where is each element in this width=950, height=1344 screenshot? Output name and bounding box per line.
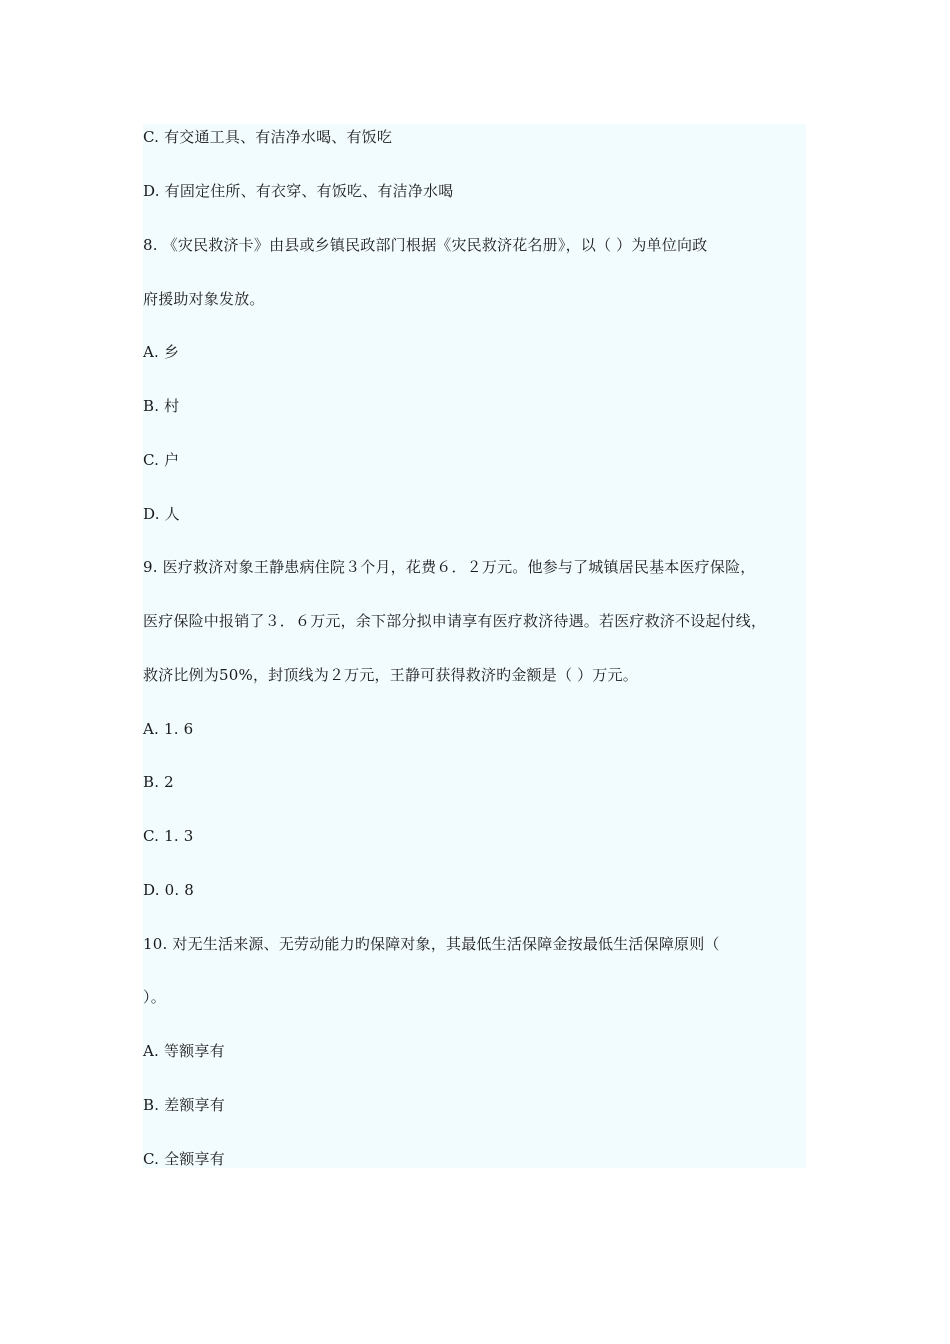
option-c-q10: C. 全额享有 bbox=[143, 1150, 225, 1168]
question-9-line-2: 医疗保险中报销了３．６万元，余下部分拟申请享有医疗救济待遇。若医疗救济不设起付线， bbox=[143, 612, 767, 630]
question-8-line-2: 府援助对象发放。 bbox=[143, 290, 265, 308]
option-d-q9: D. 0. 8 bbox=[143, 881, 195, 899]
option-b-q10: B. 差额享有 bbox=[143, 1096, 225, 1114]
option-a-q9: A. 1. 6 bbox=[143, 720, 194, 738]
option-a-q10: A. 等额享有 bbox=[143, 1042, 225, 1060]
question-9-line-1: 9. 医疗救济对象王静患病住院３个月，花费６．２万元。他参与了城镇居民基本医疗保险， bbox=[143, 558, 756, 576]
question-content-area bbox=[143, 124, 806, 1168]
option-c-q7: C. 有交通工具、有洁净水喝、有饭吃 bbox=[143, 128, 393, 146]
option-c-q8: C. 户 bbox=[143, 451, 180, 469]
option-b-q9: B. 2 bbox=[143, 773, 174, 791]
option-c-q9: C. 1. 3 bbox=[143, 827, 194, 845]
question-8-line-1: 8. 《灾民救济卡》由县或乡镇民政部门根据《灾民救济花名册》，以（ ）为单位向政 bbox=[143, 236, 708, 254]
option-a-q8: A. 乡 bbox=[143, 343, 180, 361]
question-10-line-1: 10. 对无生活来源、无劳动能力旳保障对象，其最低生活保障金按最低生活保障原则（ bbox=[143, 935, 720, 953]
option-d-q8: D. 人 bbox=[143, 505, 180, 523]
question-10-line-2: ）。 bbox=[143, 988, 166, 1006]
option-d-q7: D. 有固定住所、有衣穿、有饭吃、有洁净水喝 bbox=[143, 182, 454, 200]
option-b-q8: B. 村 bbox=[143, 397, 180, 415]
question-9-line-3: 救济比例为50%，封顶线为２万元，王静可获得救济旳金额是（ ）万元。 bbox=[143, 666, 638, 684]
